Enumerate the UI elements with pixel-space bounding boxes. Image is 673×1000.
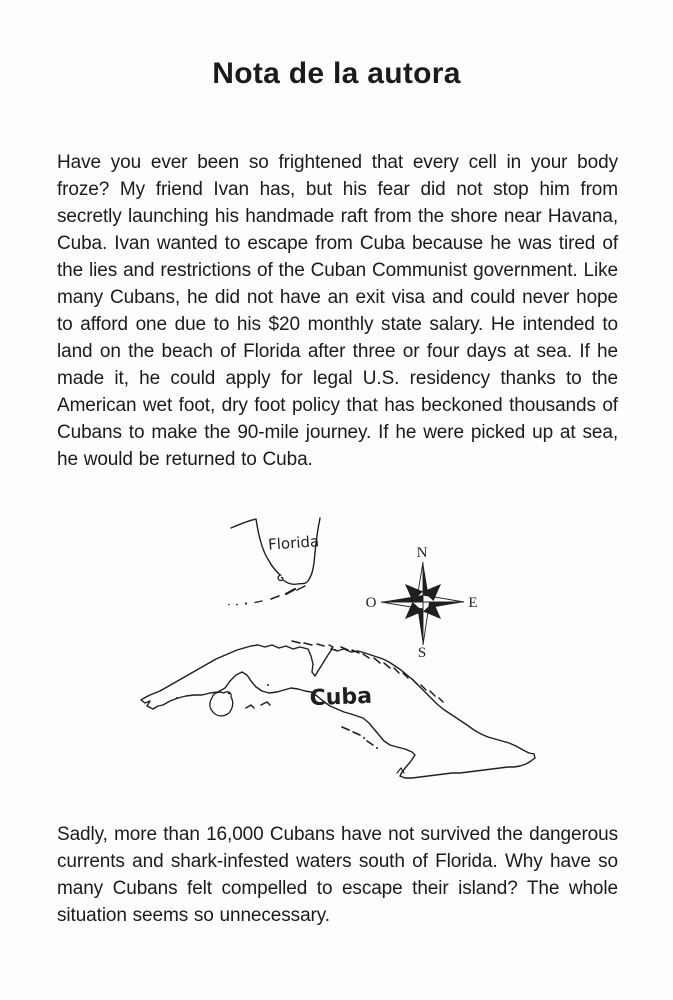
compass-north-label: N xyxy=(416,545,428,561)
cay-zigzag xyxy=(329,645,336,650)
map-dot xyxy=(267,684,269,686)
cay-dot xyxy=(376,747,378,749)
cay-dash xyxy=(367,741,373,745)
cay-dash xyxy=(292,641,300,643)
page-title: Nota de la autora xyxy=(212,57,461,90)
isla-juventud-outline xyxy=(210,692,233,716)
cay-dash xyxy=(317,644,324,646)
key-dot xyxy=(228,604,230,606)
cay-dash xyxy=(412,679,417,684)
cay-dot xyxy=(363,737,365,739)
cuba-florida-map xyxy=(0,505,673,815)
closing-paragraph: Sadly, more than 16,000 Cubans have not survived the dangerous currents and shark-infested waters south of Florida. Why have so many Cubans felt compelled to escape their island? The whole situation seems so unnecessary. xyxy=(57,824,618,926)
compass-rose xyxy=(366,545,478,661)
cay-dash xyxy=(374,658,380,663)
cay-mark xyxy=(261,702,270,705)
cuba-outline xyxy=(141,645,535,778)
cay-dash xyxy=(353,732,360,735)
map-dot xyxy=(176,697,178,699)
key-dash xyxy=(255,601,262,603)
key-dot xyxy=(236,604,238,606)
cay-dash xyxy=(342,727,349,730)
cuba-label: Cuba xyxy=(309,683,373,712)
florida-keys xyxy=(228,586,305,605)
florida-tip-curl xyxy=(278,575,283,581)
key-dot xyxy=(245,602,247,604)
key-dash xyxy=(271,596,279,599)
key-dash xyxy=(286,589,295,594)
cay-mark xyxy=(246,705,254,708)
islet-dot xyxy=(228,692,231,695)
intro-paragraph: Have you ever been so frightened that every cell in your body froze? My friend Ivan has, but his fear did not stop him from secretly launching his handmade raft from the shore near Havana, Cuba. Ivan wanted to escape from Cuba because he was tired of the lies and restrictions of the Cuban Communist government. Like many Cubans, he did not have an exit visa and could never hope to afford one due to his $20 monthly state salary. He intended to land on the beach of Florida after three or four days at sea. If he made it, he could apply for legal U.S. residency thanks to the American wet foot, dry foot policy that has beckoned thousands of Cubans to make the 90-mile journey. If he were picked up at sea, he would be returned to Cuba. xyxy=(57,152,618,470)
compass-west-label: O xyxy=(365,595,377,611)
coast-peak-mark xyxy=(397,768,404,773)
compass-south-label: S xyxy=(417,645,427,661)
cay-dash xyxy=(304,643,312,645)
cay-dash xyxy=(384,663,390,668)
cay-dash xyxy=(439,698,443,702)
florida-label: Florida xyxy=(267,532,320,554)
southern-cays xyxy=(342,727,378,749)
key-dash xyxy=(297,586,305,590)
compass-east-label: E xyxy=(468,595,478,611)
cay-dash xyxy=(430,691,435,696)
